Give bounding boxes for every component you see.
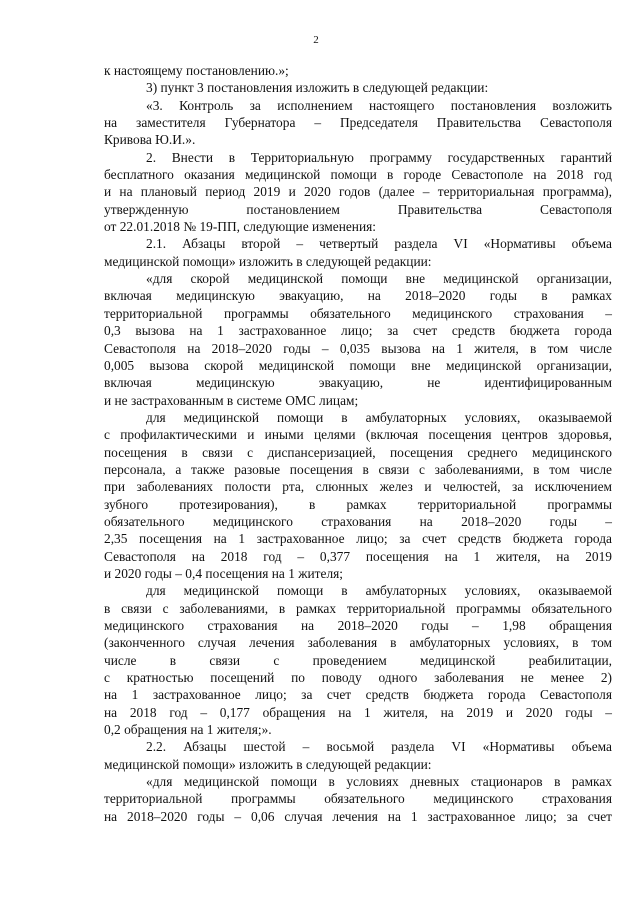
text-line: обязательного медицинского страхования на 2018–2020 годы – [104,513,612,529]
text-line: «3. Контроль за исполнением настоящего постановления возложить [146,97,612,113]
text-line: 2,35 посещения на 1 застрахованное лицо; за счет средств бюджета города [104,531,612,547]
text-line: при заболеваниях полости рта, слюнных желез и челюстей, за исключением [104,479,612,495]
text-line: с кратностью посещений по поводу одного заболевания не менее 2) [104,670,612,686]
text-line: к настоящему постановлению.»; [104,63,289,78]
text-line: на заместителя Губернатора – Председателя Правительства Севастополя [104,115,612,131]
text-line: от 22.01.2018 № 19-ПП, следующие изменения: [104,219,377,235]
text-line: 3) пункт 3 постановления изложить в следующей редакции: [146,80,489,96]
text-line: 2.2. Абзацы шестой – восьмой раздела VI «Нормативы объема [146,739,612,755]
text-line: и на плановый период 2019 и 2020 годов (далее – территориальная программа), [104,184,612,200]
text-line: медицинской помощи» изложить в следующей редакции: [104,253,432,269]
text-line: в связи с заболеваниями, в рамках территориальной программы обязательного [104,600,612,616]
text-line: бесплатного оказания медицинской помощи в городе Севастополе на 2018 год [104,167,612,183]
text-line: включая медицинскую эвакуацию, на 2018–2020 годы в рамках [104,288,612,304]
text-line: медицинской помощи» изложить в следующей редакции: [104,756,432,772]
text-line: персонала, а также разовые посещения в связи с заболеваниями, в том числе [104,461,612,477]
text-line: зубного протезирования), в рамках территориальной программы [104,496,612,512]
text-line: на 2018–2020 годы – 0,06 случая лечения на 1 застрахованное лицо; за счет [104,808,612,824]
text-line: посещения в связи с диспансеризацией, посещения среднего медицинского [104,444,612,460]
text-line: территориальной программы обязательного медицинского страхования [104,791,612,807]
text-line: числе в связи с проведением медицинской реабилитации, [104,652,612,668]
text-line: 2. Внести в Территориальную программу государственных гарантий [146,149,612,165]
text-line: 0,005 вызова скорой медицинской помощи вне медицинской организации, [104,357,612,373]
text-line: на 2018 год – 0,177 обращения на 1 жителя, на 2019 и 2020 годы – [104,704,612,720]
text-line: Севастополя на 2018 год – 0,377 посещения на 1 жителя, на 2019 [104,548,612,564]
text-line: территориальной программы обязательного медицинского страхования – [104,305,612,321]
text-line: и не застрахованным в системе ОМС лицам; [104,392,359,408]
text-line: для медицинской помощи в амбулаторных условиях, оказываемой [146,583,612,599]
text-line: для медицинской помощи в амбулаторных условиях, оказываемой [146,409,612,425]
page-number: 2 [313,34,319,46]
text-line: Кривова Ю.И.». [104,132,196,148]
text-line: 0,3 вызова на 1 застрахованное лицо; за счет средств бюджета города [104,323,612,339]
text-line: медицинского страхования на 2018–2020 годы – 1,98 обращения [104,618,612,633]
text-line: «для скорой медицинской помощи вне медицинской организации, [146,271,612,287]
text-line: утвержденную постановлением Правительства Севастополя [104,201,612,217]
text-line: Севастополя на 2018–2020 годы – 0,035 вызова на 1 жителя, в том числе [104,340,612,356]
text-line: на 1 застрахованное лицо; за счет средств бюджета города Севастополя [104,687,612,703]
text-line: «для медицинской помощи в условиях дневных стационаров в рамках [146,774,612,790]
text-line: (законченного случая лечения заболевания в амбулаторных условиях, в том [104,635,612,651]
text-line: 0,2 обращения на 1 жителя;». [104,722,272,738]
text-line: и 2020 годы – 0,4 посещения на 1 жителя; [104,565,344,581]
text-line: 2.1. Абзацы второй – четвертый раздела VI «Нормативы объема [146,236,612,252]
document-body [104,62,612,825]
text-line: с профилактическими и иными целями (включая посещения центров здоровья, [104,427,612,443]
text-line: включая медицинскую эвакуацию, не идентифицированным [104,375,612,391]
